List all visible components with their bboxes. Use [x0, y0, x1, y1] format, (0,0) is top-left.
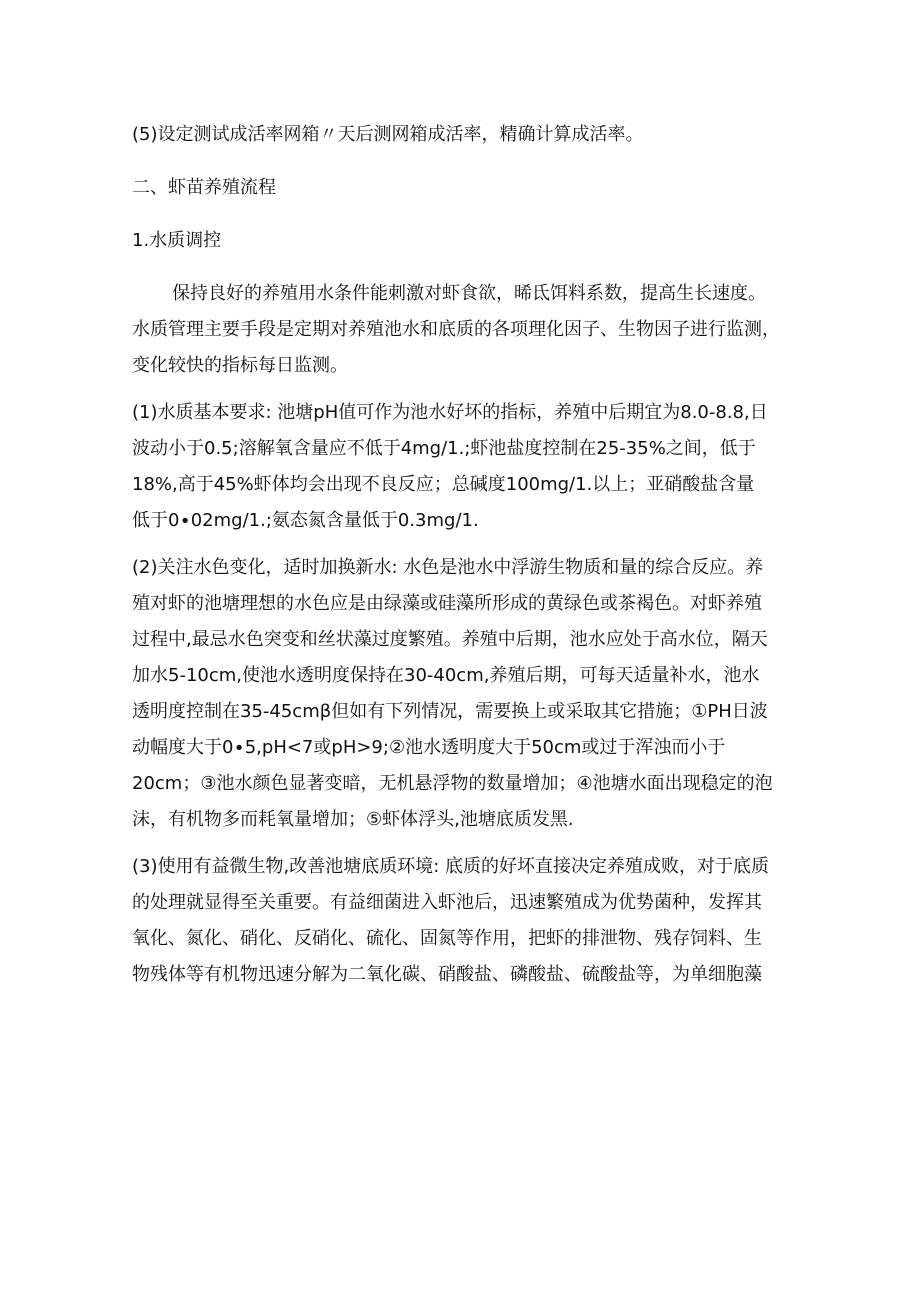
paragraph-line: 20cm；③池水颜色显著变暗，无机悬浮物的数量增加；④池塘水面出现稳定的泡	[132, 773, 773, 794]
paragraph-line: 过程中,最忌水色突变和丝状藻过度繁殖。养殖中后期，池水应处于高水位，隔天	[132, 629, 768, 650]
subsection-heading: 1.水质调控	[132, 230, 222, 251]
paragraph-line: 沫，有机物多而耗氧量增加；⑤虾体浮头,池塘底质发黑.	[132, 809, 574, 830]
paragraph-line: 加水5-10cm,使池水透明度保持在30-40cm,养殖后期，可每天适量补水，池水	[132, 665, 760, 686]
water-color-paragraph	[132, 550, 792, 838]
paragraph-line: 低于0∙02mg∕1.;氨态氮含量低于0.3mg∕1.	[132, 510, 479, 531]
paragraph-line: (2)关注水色变化，适时加换新水: 水色是池水中浮游生物质和量的综合反应。养	[132, 557, 764, 578]
paragraph-line: 动幅度大于0∙5,pH<7或pH>9;②池水透明度大于50cm或过于浑浊而小于	[132, 737, 726, 758]
microbe-paragraph	[132, 849, 792, 993]
intro-line: 保持良好的养殖用水条件能刺激对虾食欲，晞氐饵料系数，提高生长速度。	[172, 283, 766, 304]
intro-line: 变化较快的指标每日监测。	[132, 355, 348, 376]
item-5-text: (5)设定测试成活率网箱〃天后测网箱成活率，精确计算成活率。	[132, 124, 644, 145]
intro-line: 水质管理主要手段是定期对养殖池水和底质的各项理化因子、生物因子进行监测，	[132, 319, 780, 340]
paragraph-line: 波动小于0.5;溶解氧含量应不低于4mg∕1.;虾池盐度控制在25-35%之间，低于	[132, 438, 756, 459]
water-quality-requirements-paragraph	[132, 395, 792, 539]
paragraph-line: 18%,高于45%虾体均会出现不良反应；总碱度100mg∕1.以上；亚硝酸盐含量	[132, 474, 755, 495]
paragraph-line: (3)使用有益微生物,改善池塘底质环境: 底质的好坏直接决定养殖成败，对于底质	[132, 856, 770, 877]
paragraph-line: 氧化、氮化、硝化、反硝化、硫化、固氮等作用，把虾的排泄物、残存饲料、生	[132, 928, 762, 949]
section-heading: 二、虾苗养殖流程	[132, 177, 276, 198]
paragraph-line: 的处理就显得至关重要。有益细菌进入虾池后，迅速繁殖成为优势菌种，发挥其	[132, 892, 762, 913]
paragraph-line: 殖对虾的池塘理想的水色应是由绿藻或硅藻所形成的黄绿色或茶褐色。对虾养殖	[132, 593, 762, 614]
paragraph-line: 物残体等有机物迅速分解为二氧化碳、硝酸盐、磷酸盐、硫酸盐等，为单细胞藻	[132, 964, 762, 985]
paragraph-line: 透明度控制在35-45cmβ但如有下列情况，需要换上或采取其它措施；①PH日波	[132, 701, 768, 722]
paragraph-line: (1)水质基本要求: 池塘pH值可作为池水好坏的指标，养殖中后期宜为8.0-8.8,日	[132, 402, 768, 423]
document-body	[132, 117, 792, 993]
intro-paragraph	[132, 276, 792, 384]
